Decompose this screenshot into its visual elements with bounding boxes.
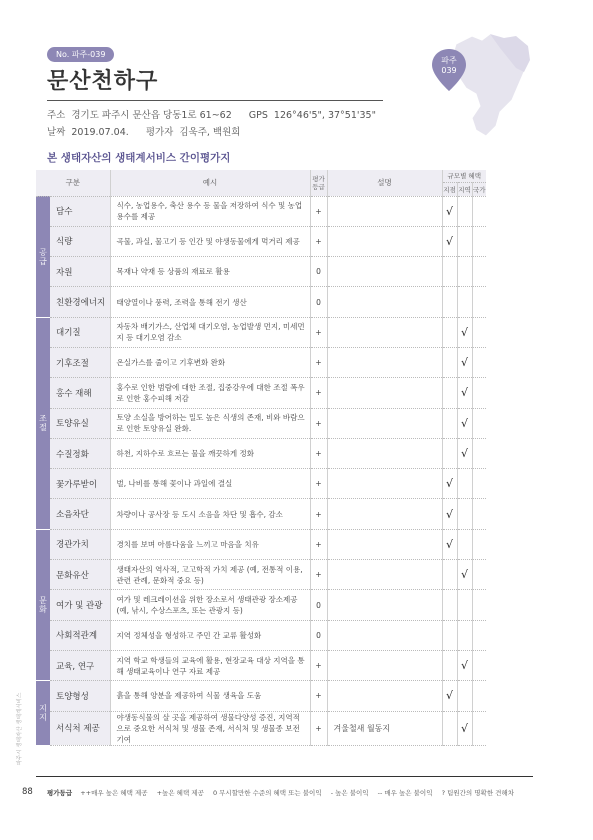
service-example: 홍수로 인한 범람에 대한 조절, 집중강우에 대한 조절 폭우로 인한 홍수피해 저감: [110, 378, 310, 408]
benefit-region: √: [457, 560, 472, 590]
benefit-local: √: [442, 499, 457, 529]
col-category: 구분: [36, 170, 110, 196]
table-row: [36, 499, 533, 529]
page-title: 문산천하구: [47, 69, 159, 94]
benefit-region: [457, 226, 472, 256]
benefit-nation: [472, 590, 486, 620]
service-name: 기후조절: [50, 347, 110, 377]
service-grade: +: [310, 469, 327, 499]
service-example: 토양 소실을 방어하는 밀도 높은 식생의 존재, 비와 바람으로 인한 토양유실 완화.: [110, 408, 310, 438]
table-row: [36, 650, 533, 680]
benefit-local: √: [442, 529, 457, 559]
service-name: 서식처 제공: [50, 711, 110, 745]
service-description: [327, 650, 442, 680]
service-description: [327, 681, 442, 711]
address-label: 주소: [47, 110, 66, 121]
benefit-local: [442, 317, 457, 347]
legend-item: -- 매우 높은 불이익: [377, 789, 433, 797]
service-grade: +: [310, 438, 327, 468]
legend-title: 평가등급: [47, 789, 73, 797]
service-description: [327, 196, 442, 226]
benefit-nation: [472, 438, 486, 468]
service-example: 하천, 지하수로 흐르는 물을 깨끗하게 정화: [110, 438, 310, 468]
benefit-local: [442, 287, 457, 317]
benefit-nation: [472, 317, 486, 347]
legend-item: +높은 혜택 제공: [156, 789, 204, 797]
service-grade: 0: [310, 620, 327, 650]
col-description: 설명: [327, 170, 442, 196]
service-grade: +: [310, 499, 327, 529]
benefit-local: √: [442, 196, 457, 226]
service-example: 생태자산의 역사적, 고고학적 가치 제공 (예, 전통적 이용, 관련 관례, 문화적 중요 등): [110, 560, 310, 590]
benefit-local: [442, 620, 457, 650]
legend-item: - 높은 불이익: [330, 789, 369, 797]
service-grade: +: [310, 347, 327, 377]
date-line: [47, 124, 254, 138]
benefit-region: [457, 620, 472, 650]
service-description: [327, 226, 442, 256]
address-value: 경기도 파주시 문산읍 당동1로 61~62: [71, 110, 232, 121]
benefit-region: [457, 287, 472, 317]
benefit-nation: [472, 196, 486, 226]
service-name: 토양유실: [50, 408, 110, 438]
service-example: 여가 및 레크레이션을 위한 장소로서 생태관광 장소제공 (예, 낚시, 수상스포츠, 또는 관광지 등): [110, 590, 310, 620]
benefit-nation: [472, 529, 486, 559]
benefit-local: √: [442, 469, 457, 499]
service-name: 친환경에너지: [50, 287, 110, 317]
benefit-nation: [472, 650, 486, 680]
service-description: [327, 257, 442, 287]
evaluator-value: 김욱주, 백원희: [179, 127, 241, 138]
table-row: [36, 438, 533, 468]
benefit-nation: [472, 499, 486, 529]
service-grade: +: [310, 196, 327, 226]
title-divider: [47, 100, 383, 101]
service-description: [327, 620, 442, 650]
page-number: 88: [22, 787, 33, 797]
service-description: [327, 499, 442, 529]
col-nation: 국가: [472, 182, 486, 196]
benefit-local: [442, 378, 457, 408]
benefit-region: [457, 529, 472, 559]
table-row: [36, 226, 533, 256]
table-row: [36, 529, 533, 559]
service-name: 문화유산: [50, 560, 110, 590]
benefit-region: √: [457, 650, 472, 680]
service-example: 온실가스를 줄이고 기후변화 완화: [110, 347, 310, 377]
table-row: [36, 378, 533, 408]
service-grade: +: [310, 681, 327, 711]
legend-item: ? 팀원간의 명확한 견해차: [441, 789, 515, 797]
service-name: 꽃가루받이: [50, 469, 110, 499]
section-title: 본 생태자산의 생태계서비스 간이평가지: [47, 152, 231, 164]
service-grade: 0: [310, 287, 327, 317]
benefit-local: √: [442, 226, 457, 256]
benefit-nation: [472, 560, 486, 590]
gps-label: GPS: [248, 110, 268, 121]
service-description: [327, 317, 442, 347]
benefit-region: [457, 681, 472, 711]
service-description: [327, 560, 442, 590]
benefit-local: [442, 711, 457, 745]
service-name: 토양형성: [50, 681, 110, 711]
service-example: 흙을 통해 양분을 제공하여 식물 생육을 도움: [110, 681, 310, 711]
benefit-nation: [472, 287, 486, 317]
benefit-local: [442, 650, 457, 680]
service-example: 경치를 보며 아름다움을 느끼고 마음을 치유: [110, 529, 310, 559]
service-grade: 0: [310, 590, 327, 620]
service-grade: +: [310, 529, 327, 559]
benefit-local: [442, 438, 457, 468]
evaluator-label: 평가자: [145, 127, 174, 138]
service-grade: +: [310, 226, 327, 256]
benefit-region: [457, 590, 472, 620]
col-example: 예시: [110, 170, 310, 196]
benefit-local: √: [442, 681, 457, 711]
benefit-nation: [472, 408, 486, 438]
table-row: [36, 681, 533, 711]
date-value: 2019.07.04.: [71, 127, 129, 138]
col-local: 지점: [442, 182, 457, 196]
benefit-nation: [472, 378, 486, 408]
address-line: [47, 107, 390, 121]
benefit-local: [442, 590, 457, 620]
table-row: [36, 317, 533, 347]
benefit-region: [457, 469, 472, 499]
service-grade: +: [310, 408, 327, 438]
col-scale: 규모별 혜택: [442, 170, 486, 182]
benefit-region: √: [457, 347, 472, 377]
service-description: [327, 287, 442, 317]
service-description: [327, 347, 442, 377]
benefit-region: [457, 257, 472, 287]
asset-number-badge: No. 파주-039: [47, 47, 114, 62]
service-grade: +: [310, 650, 327, 680]
table-row: [36, 560, 533, 590]
service-name: 경관가치: [50, 529, 110, 559]
benefit-region: [457, 196, 472, 226]
benefit-nation: [472, 620, 486, 650]
gps-value: 126°46'5", 37°51'35": [273, 110, 376, 121]
service-grade: +: [310, 317, 327, 347]
ecosystem-service-table: [36, 170, 533, 746]
group-label: 문화: [36, 529, 50, 680]
table-row: [36, 408, 533, 438]
service-grade: +: [310, 560, 327, 590]
benefit-region: √: [457, 438, 472, 468]
date-label: 날짜: [47, 127, 66, 138]
benefit-nation: [472, 347, 486, 377]
grade-legend: [47, 788, 521, 797]
service-description: [327, 590, 442, 620]
service-description: [327, 529, 442, 559]
service-name: 수질정화: [50, 438, 110, 468]
benefit-nation: [472, 711, 486, 745]
table-row: [36, 469, 533, 499]
benefit-nation: [472, 226, 486, 256]
benefit-local: [442, 257, 457, 287]
service-name: 자원: [50, 257, 110, 287]
benefit-region: √: [457, 408, 472, 438]
service-name: 사회적관계: [50, 620, 110, 650]
table-row: [36, 711, 533, 745]
service-example: 지역 정체성을 형성하고 주민 간 교류 활성화: [110, 620, 310, 650]
service-name: 홍수 재해: [50, 378, 110, 408]
service-name: 교육, 연구: [50, 650, 110, 680]
service-grade: +: [310, 711, 327, 745]
benefit-nation: [472, 257, 486, 287]
map-pin-label: 파주 039: [441, 56, 457, 75]
benefit-local: [442, 408, 457, 438]
legend-item: 0 무시할만한 수준의 혜택 또는 불이익: [212, 789, 322, 797]
table-row: [36, 590, 533, 620]
service-grade: 0: [310, 257, 327, 287]
table-row: [36, 620, 533, 650]
service-example: 차량이나 공사장 등 도시 소음을 차단 및 흡수, 감소: [110, 499, 310, 529]
service-example: 벌, 나비를 통해 꽃이나 과일에 결실: [110, 469, 310, 499]
benefit-local: [442, 347, 457, 377]
service-name: 식량: [50, 226, 110, 256]
service-grade: +: [310, 378, 327, 408]
service-description: [327, 438, 442, 468]
service-example: 곡물, 과실, 물고기 등 인간 및 야생동물에게 먹거리 제공: [110, 226, 310, 256]
table-row: [36, 257, 533, 287]
service-description: [327, 408, 442, 438]
service-description: [327, 469, 442, 499]
benefit-region: √: [457, 711, 472, 745]
table-row: [36, 347, 533, 377]
benefit-nation: [472, 681, 486, 711]
benefit-nation: [472, 469, 486, 499]
footer-divider: [36, 776, 533, 777]
service-example: 태양열이나 풍력, 조력을 통해 전기 생산: [110, 287, 310, 317]
service-example: 자동차 배기가스, 산업체 대기오염, 농업발생 먼지, 미세먼지 등 대기오염 감소: [110, 317, 310, 347]
benefit-region: √: [457, 378, 472, 408]
legend-item: ++매우 높은 혜택 제공: [80, 789, 148, 797]
group-label: 조절: [36, 317, 50, 529]
service-name: 소음차단: [50, 499, 110, 529]
table-row: [36, 287, 533, 317]
service-example: 목재나 약재 등 상품의 재료로 활용: [110, 257, 310, 287]
service-name: 담수: [50, 196, 110, 226]
service-name: 여가 및 관광: [50, 590, 110, 620]
service-description: 겨울철새 월동지: [327, 711, 442, 745]
service-example: 식수, 농업용수, 축산 용수 등 물을 저장하여 식수 및 농업용수를 제공: [110, 196, 310, 226]
col-grade: 평가 등급: [310, 170, 327, 196]
col-region: 지역: [457, 182, 472, 196]
table-row: [36, 196, 533, 226]
benefit-region: [457, 499, 472, 529]
side-running-title: 파주시 생태자산 생태계서비스: [17, 692, 23, 766]
service-example: 지역 학교 학생들의 교육에 활용, 현장교육 대상 지역을 통해 생태교육이나 연구 자료 제공: [110, 650, 310, 680]
service-example: 야생동식물의 살 곳을 제공하여 생물다양성 증진, 지역적으로 중요한 서식처 및 생물 존재, 서식처 및 생물종 보전 기여: [110, 711, 310, 745]
benefit-region: √: [457, 317, 472, 347]
service-description: [327, 378, 442, 408]
service-name: 대기질: [50, 317, 110, 347]
benefit-local: [442, 560, 457, 590]
group-label: 공급: [36, 196, 50, 317]
group-label: 지지: [36, 681, 50, 745]
